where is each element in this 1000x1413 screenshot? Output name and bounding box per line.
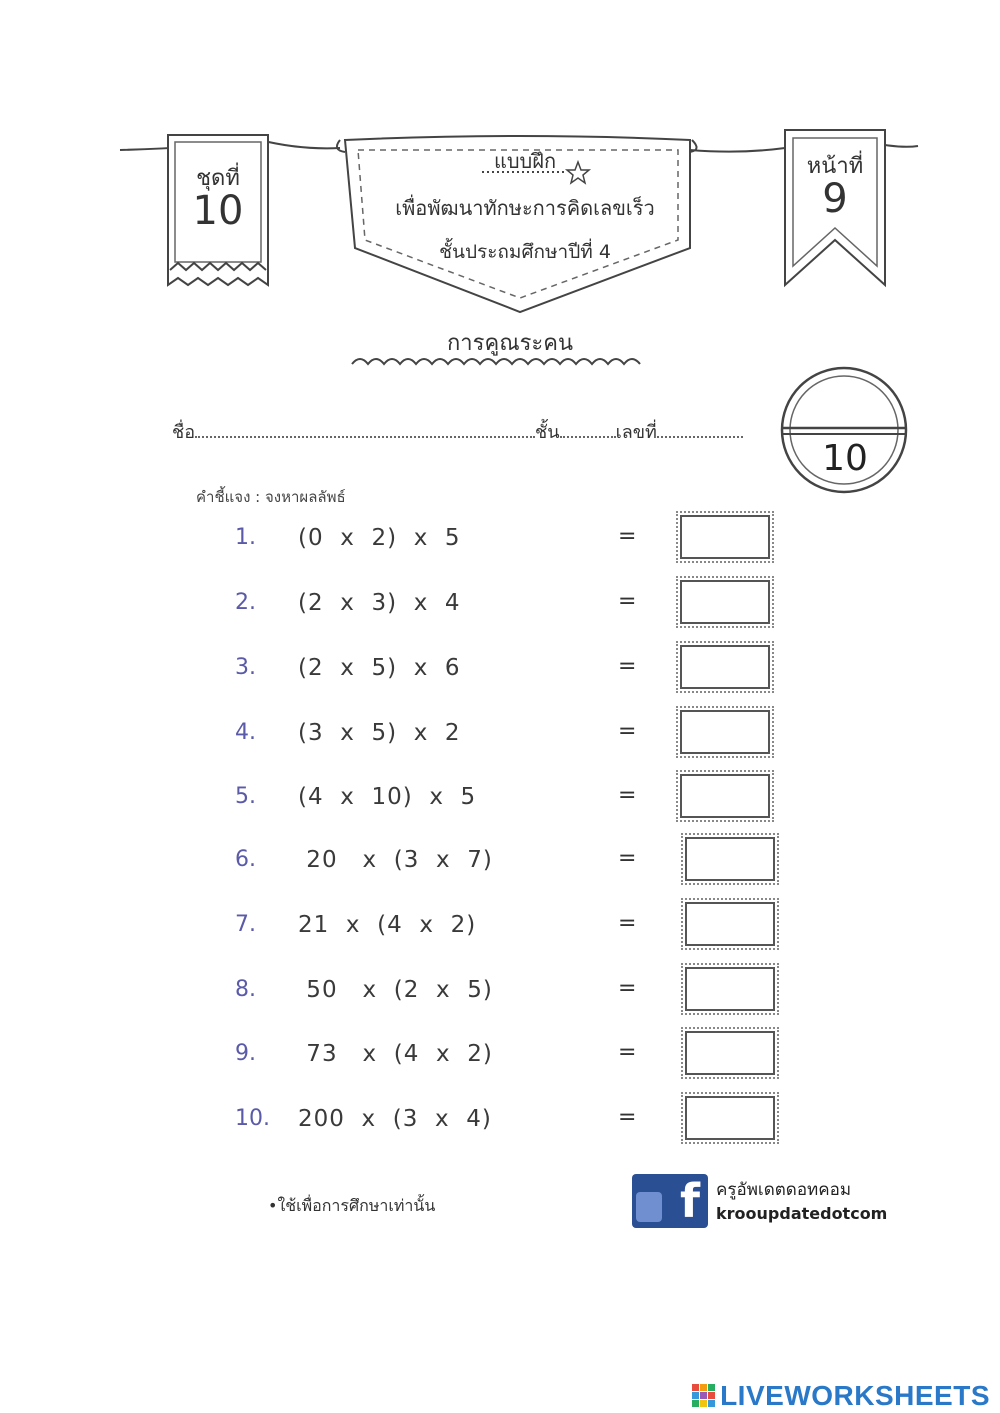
name-label: ชื่อ <box>172 422 196 443</box>
brand-logo <box>632 1172 902 1232</box>
usage-note: •ใช้เพื่อการศึกษาเท่านั้น <box>268 1196 436 1215</box>
answer-box[interactable] <box>685 1031 775 1075</box>
answer-box[interactable] <box>685 1096 775 1140</box>
equals-sign: = <box>618 719 637 744</box>
equals-sign: = <box>618 976 637 1001</box>
problem-row <box>0 902 1000 952</box>
answer-box[interactable] <box>680 710 770 754</box>
problem-number: 1. <box>235 525 256 550</box>
score-total: 10 <box>822 438 868 479</box>
equals-sign: = <box>618 1105 637 1130</box>
number-field[interactable] <box>657 422 743 438</box>
problem-row <box>0 645 1000 695</box>
problem-number: 9. <box>235 1041 256 1066</box>
brand-name: ครูอัพเดตดอทคอม <box>716 1180 852 1200</box>
problem-expression: 20 x (3 x 7) <box>298 847 493 873</box>
problem-expression: (3 x 5) x 2 <box>298 720 461 746</box>
student-info-line <box>172 417 743 446</box>
problem-number: 6. <box>235 847 256 872</box>
problem-expression: (2 x 5) x 6 <box>298 655 461 681</box>
page-label: หน้าที่ <box>806 154 864 179</box>
class-label: ชั้น <box>535 422 560 443</box>
problem-row <box>0 515 1000 565</box>
answer-box[interactable] <box>685 837 775 881</box>
equals-sign: = <box>618 524 637 549</box>
number-label: เลขที่ <box>615 422 657 443</box>
problem-expression: 50 x (2 x 5) <box>298 977 493 1003</box>
problem-expression: (4 x 10) x 5 <box>298 784 477 810</box>
problem-number: 10. <box>235 1106 270 1131</box>
page-number: 9 <box>822 176 848 222</box>
equals-sign: = <box>618 911 637 936</box>
problem-expression: (2 x 3) x 4 <box>298 590 461 616</box>
set-number: 10 <box>192 188 244 234</box>
equals-sign: = <box>618 654 637 679</box>
problem-row <box>0 1096 1000 1146</box>
problem-row <box>0 837 1000 887</box>
problem-number: 3. <box>235 655 256 680</box>
problem-row <box>0 1031 1000 1081</box>
problem-number: 8. <box>235 977 256 1002</box>
liveworksheets-wordmark: LIVEWORKSHEETS <box>720 1380 990 1411</box>
problem-number: 2. <box>235 590 256 615</box>
equals-sign: = <box>618 783 637 808</box>
liveworksheets-logo-icon <box>692 1384 716 1408</box>
answer-box[interactable] <box>685 902 775 946</box>
problem-row <box>0 710 1000 760</box>
problem-number: 4. <box>235 720 256 745</box>
instruction: คำชี้แจง : จงหาผลลัพธ์ <box>196 488 346 506</box>
equals-sign: = <box>618 846 637 871</box>
equals-sign: = <box>618 589 637 614</box>
problem-expression: 21 x (4 x 2) <box>298 912 477 938</box>
problem-expression: (0 x 2) x 5 <box>298 525 461 551</box>
facebook-icon: f <box>632 1174 708 1228</box>
problem-row <box>0 774 1000 824</box>
problem-expression: 200 x (3 x 4) <box>298 1106 492 1132</box>
problem-row <box>0 580 1000 630</box>
answer-box[interactable] <box>680 774 770 818</box>
equals-sign: = <box>618 1040 637 1065</box>
answer-box[interactable] <box>680 515 770 559</box>
answer-box[interactable] <box>680 580 770 624</box>
name-field[interactable] <box>195 422 535 438</box>
answer-box[interactable] <box>685 967 775 1011</box>
topic-heading: การคูณระคน <box>446 331 573 356</box>
liveworksheets-watermark <box>692 1380 990 1410</box>
answer-box[interactable] <box>680 645 770 689</box>
worksheet-title: แบบฝึก <box>493 149 557 173</box>
worksheet-subtitle: เพื่อพัฒนาทักษะการคิดเลขเร็ว <box>395 196 655 220</box>
problem-number: 7. <box>235 912 256 937</box>
problem-row <box>0 967 1000 1017</box>
thumbs-up-icon <box>636 1192 662 1222</box>
problem-number: 5. <box>235 784 256 809</box>
set-label: ชุดที่ <box>196 166 240 191</box>
problem-expression: 73 x (4 x 2) <box>298 1041 493 1067</box>
brand-site: krooupdatedotcom <box>716 1204 888 1223</box>
class-field[interactable] <box>560 422 616 438</box>
grade-level: ชั้นประถมศึกษาปีที่ 4 <box>439 241 611 263</box>
